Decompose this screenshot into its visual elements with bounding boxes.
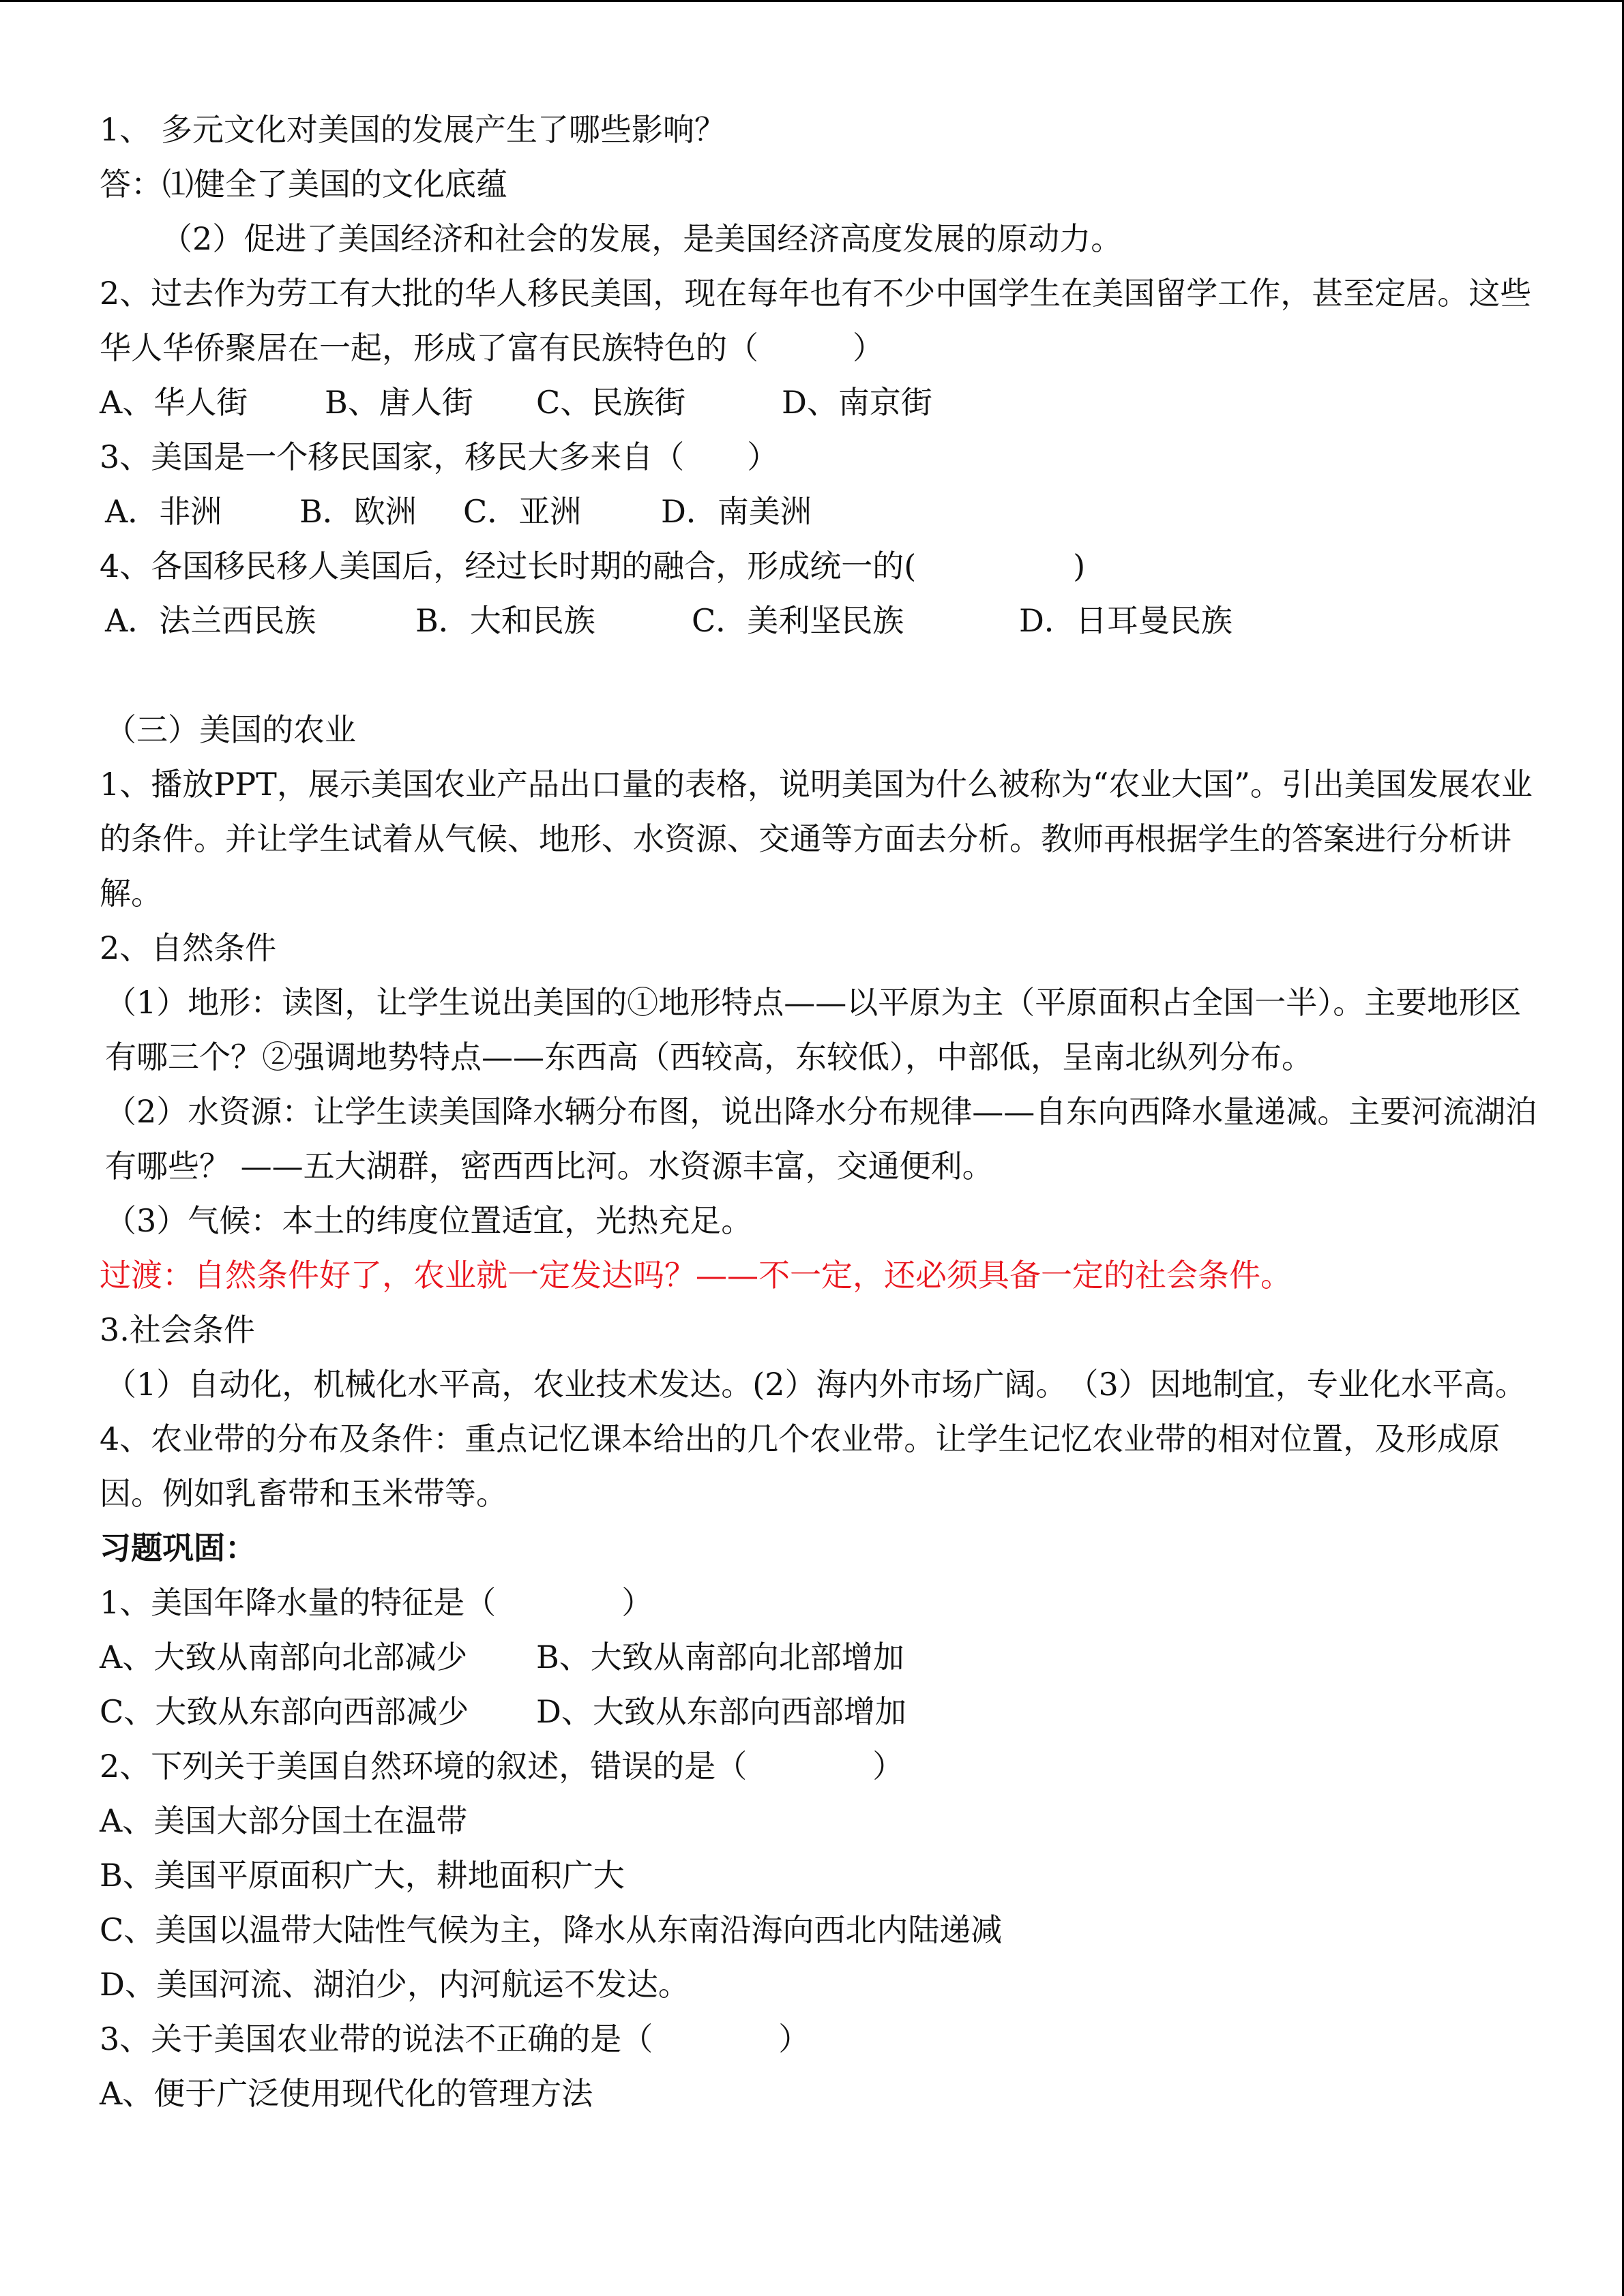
question-3: 3、美国是一个移民国家，移民大多来自（ ） <box>100 438 779 475</box>
option-d: D、大致从东部向西部增加 <box>536 1693 906 1730</box>
transition-note: 过渡：自然条件好了，农业就一定发达吗？——不一定，还必须具备一定的社会条件。 <box>100 1257 1292 1294</box>
option-b: B．欧洲 <box>299 493 417 530</box>
option-c: C．美利坚民族 <box>692 602 904 639</box>
option-a: A、大致从南部向北部减少 <box>100 1639 468 1675</box>
question-3-options <box>100 484 1539 539</box>
option-a: A、美国大部分国土在温带 <box>100 1802 468 1839</box>
paragraph-social-details: （1）自动化，机械化水平高，农业技术发达。(2）海内外市场广阔。 （3）因地制宜，专业化水平高。 <box>105 1366 1526 1403</box>
spacer <box>100 648 1539 702</box>
answer-1-line-2: （2）促进了美国经济和社会的发展，是美国经济高度发展的原动力。 <box>161 220 1123 257</box>
question-1: 1、 多元文化对美国的发展产生了哪些影响？ <box>100 111 726 148</box>
option-a: A．法兰西民族 <box>105 602 316 639</box>
paragraph-social-conditions: 3.社会条件 <box>100 1311 255 1348</box>
paragraph-natural-conditions: 2、自然条件 <box>100 929 277 966</box>
section-heading-agriculture: （三）美国的农业 <box>105 711 356 748</box>
option-c: C．亚洲 <box>463 493 582 530</box>
question-4: 4、各国移民移人美国后，经过长时期的融合，形成统一的( ) <box>100 548 1086 584</box>
exercise-1: 1、美国年降水量的特征是（ ） <box>100 1584 653 1621</box>
option-d: D．南美洲 <box>661 493 812 530</box>
paragraph-1: 1、播放PPT，展示美国农业产品出口量的表格，说明美国为什么被称为“农业大国”。引出美国发展农业的条件。并让学生试着从气候、地形、水资源、交通等方面去分析。教师再根据学生的答案进行分析讲解。 <box>100 766 1533 912</box>
option-b: B、大致从南部向北部增加 <box>536 1639 904 1675</box>
option-a: A、华人街 <box>100 384 248 421</box>
exercise-3: 3、关于美国农业带的说法不正确的是（ ） <box>100 2021 810 2057</box>
option-d: D．日耳曼民族 <box>1019 602 1232 639</box>
option-b: B．大和民族 <box>415 602 595 639</box>
option-b: B、美国平原面积广大，耕地面积广大 <box>100 1857 625 1894</box>
paragraph-climate: （3）气候：本土的纬度位置适宜，光热充足。 <box>105 1202 753 1239</box>
option-c: C、美国以温带大陆性气候为主，降水从东南沿海向西北内陆递减 <box>100 1911 1003 1948</box>
question-2-options <box>100 375 1539 430</box>
option-d: D、南京街 <box>782 384 932 421</box>
paragraph-terrain: （1）地形：读图，让学生说出美国的①地形特点——以平原为主（平原面积占全国一半）。主要地形区有哪三个？②强调地势特点——东西高（西较高，东较低），中部低，呈南北纵列分布。 <box>105 984 1522 1075</box>
answer-1-line-1: 答：⑴健全了美国的文化底蕴 <box>100 166 507 203</box>
document-page <box>100 102 1539 2121</box>
option-a: A、便于广泛使用现代化的管理方法 <box>100 2075 593 2112</box>
exercise-2: 2、下列关于美国自然环境的叙述，错误的是（ ） <box>100 1748 904 1785</box>
option-a: A．非洲 <box>105 493 222 530</box>
paragraph-water: （2）水资源：让学生读美国降水辆分布图，说出降水分布规律——自东向西降水量递减。主要河流湖泊有哪些？ ——五大湖群，密西西比河。水资源丰富，交通便利。 <box>105 1093 1537 1184</box>
option-b: B、唐人街 <box>325 384 473 421</box>
exercises-heading: 习题巩固： <box>100 1530 256 1566</box>
exercise-1-options-row-2 <box>100 1684 1539 1739</box>
option-c: C、民族街 <box>536 384 686 421</box>
paragraph-agri-belts: 4、农业带的分布及条件：重点记忆课本给出的几个农业带。让学生记忆农业带的相对位置，及形成原因。例如乳畜带和玉米带等。 <box>100 1420 1501 1512</box>
question-2: 2、过去作为劳工有大批的华人移民美国，现在每年也有不少中国学生在美国留学工作，甚至定居。这些华人华侨聚居在一起，形成了富有民族特色的（ ） <box>100 275 1532 366</box>
exercise-1-options-row-1 <box>100 1630 1539 1684</box>
option-c: C、大致从东部向西部减少 <box>100 1693 469 1730</box>
question-4-options <box>100 593 1539 648</box>
option-d: D、美国河流、湖泊少，内河航运不发达。 <box>100 1966 690 2003</box>
